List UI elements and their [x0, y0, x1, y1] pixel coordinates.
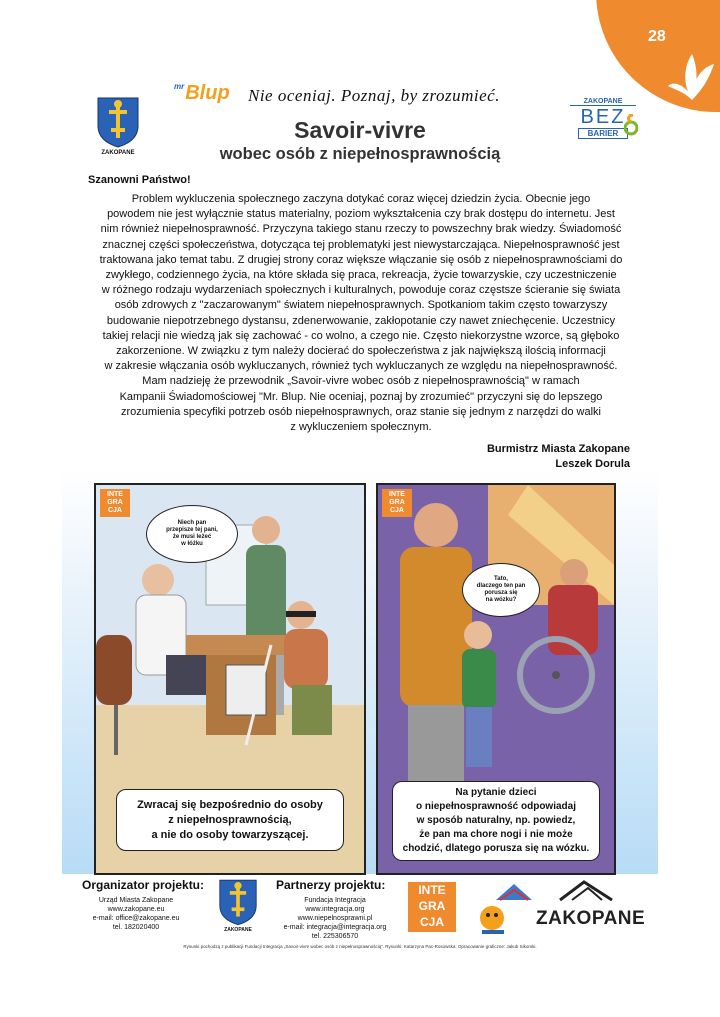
integracja-badge — [100, 489, 130, 517]
organizer-line: e-mail: office@zakopane.eu — [92, 915, 180, 922]
caption-line: chodzić, dlatego porusza się na wózku. — [402, 843, 590, 854]
caption-line: o niepełnosprawność odpowiadaj — [415, 801, 576, 812]
letter-greeting: Szanowni Państwo! — [88, 174, 191, 186]
partners-title: Partnerzy projektu: — [276, 878, 386, 892]
bubble-line: dlaczego ten pan — [476, 583, 526, 589]
bez-line1: ZAKOPANE — [570, 98, 636, 106]
partners-line: e-mail: integracja@integracja.org — [283, 924, 387, 931]
comic-panel-child — [376, 483, 616, 875]
integracja-logo-line: GRA — [418, 899, 446, 913]
letter-line: znacznej części społeczeństwa, dotycząca tej problematyki jest niewystarczająca. Niepełnosprawność jest — [102, 238, 620, 251]
bubble-line: porusza się — [484, 590, 518, 596]
caption-right — [392, 781, 600, 861]
integracja-badge — [382, 489, 412, 517]
organizer-line: tel. 182020400 — [112, 924, 160, 931]
letter-line: takiej relacji nie wiedzą jak się zachować - co wolno, a czego nie. Często niekorzystne wzorce, są głęboko — [102, 329, 620, 342]
letter-line: Problem wykluczenia społecznego zaczyna dotykać coraz więcej dziedzin życia. Obecnie jego — [131, 193, 591, 205]
speech-bubble-right — [462, 563, 540, 617]
letter-body — [76, 192, 646, 435]
footnote: Rysunki pochodzą z publikacji Fundacji Integracja „Savoir-vivre wobec osób z niepełnosprawnością". Rysunki: Katarzyna Pac-Rosowska; Opracowanie graficzne: Jakub Sikorski. — [183, 944, 537, 949]
brand-prefix: mr — [174, 82, 185, 91]
footer-crest-label: ZAKOPANE — [224, 927, 252, 933]
bez-line3: BARIER — [578, 128, 628, 139]
caption-line: w sposób naturalny, np. powiedz, — [416, 815, 576, 826]
leaf-icon — [664, 46, 720, 102]
organizer-title: Organizator projektu: — [82, 878, 205, 892]
integracja-logo-line: CJA — [419, 915, 444, 929]
mountain-logo-icon — [556, 878, 616, 904]
letter-line: powodem nie jest wyłącznie status materialny, poziom wykształcenia czy brak dostępu do internetu. Jest — [107, 208, 615, 221]
partners-line: tel. 225306570 — [311, 933, 359, 940]
badge-line: GRA — [389, 499, 405, 506]
organizer-line: Urząd Miasta Zakopane — [98, 897, 174, 904]
badge-line: GRA — [107, 499, 123, 506]
letter-line: z wykluczeniem społecznym. — [290, 421, 432, 434]
page-title: Savoir-vivre — [294, 117, 426, 143]
mr-blup-logo — [174, 82, 230, 105]
badge-line: CJA — [107, 507, 122, 514]
bubble-line: Tato, — [494, 576, 508, 582]
bubble-line: Niech pan — [177, 520, 207, 526]
caption-line: a nie do osoby towarzyszącej. — [151, 828, 309, 841]
brand-name: Blup — [185, 82, 230, 104]
comic-panel-doctor — [94, 483, 366, 875]
wheelchair-six-icon — [624, 114, 638, 136]
zakopane-wordmark: ZAKOPANE — [536, 908, 646, 929]
signature-role: Burmistrz Miasta Zakopane — [486, 443, 630, 455]
partners-line: www.integracja.org — [305, 906, 365, 913]
letter-signature — [420, 442, 630, 472]
letter-line: Mam nadzieję że przewodnik „Savoir-vivre wobec osób z niepełnosprawnością" w ramach — [142, 375, 580, 388]
letter-line: Kampanii Świadomościowej "Mr. Blup. Nie oceniaj, poznaj by zrozumieć" przyczyni się do lepszego — [119, 390, 603, 403]
integracja-logo — [408, 882, 456, 932]
page-subtitle: wobec osób z niepełnosprawnością — [219, 145, 501, 163]
letter-line: zwykłego, codziennego życia, na które składa się praca, rekreacja, życie towarzyskie, czy uczestniczenie — [105, 269, 617, 282]
caption-line: z niepełnosprawnością, — [168, 813, 292, 826]
letter-line: traktowana jako temat tabu. Z drugiej strony coraz większe włączanie się osób z niepełnosprawnościami do — [99, 253, 623, 266]
page-corner — [596, 0, 720, 112]
campaign-slogan: Nie oceniaj. Poznaj, by zrozumieć. — [248, 86, 500, 105]
page-number: 28 — [648, 28, 666, 45]
letter-line: zakorzenione. W związku z tym należy docierać do społeczeństwa z jak największą ilością informacji — [116, 345, 606, 358]
organizer-line: www.zakopane.eu — [107, 906, 165, 913]
letter-line: zrozumienia specyfiki potrzeb osób niepełnosprawnych, oraz stanie się jednym z narzędzi do walki — [121, 405, 601, 418]
bubble-line: na wózku? — [485, 597, 517, 603]
caption-line: że pan ma chore nogi i nie może — [419, 829, 573, 840]
zakopane-bez-barier-logo — [570, 98, 636, 154]
organizer-info — [76, 896, 196, 932]
signature-name: Leszek Dorula — [555, 458, 630, 470]
caption-line: Na pytanie dzieci — [455, 787, 537, 798]
bubble-line: w łóżku — [181, 541, 203, 547]
letter-line: w zakresie włączania osób wykluczanych, również tych wykluczanych ze względu na niepełnosprawność. — [104, 360, 618, 373]
speech-bubble-left — [146, 505, 238, 563]
badge-line: INTE — [107, 491, 123, 498]
letter-line: nim również niepełnosprawność. Przyczyna takiego stanu rzeczy to powszechny brak wiedzy. Świadomość — [100, 223, 622, 236]
partners-info — [270, 896, 400, 941]
bubble-line: przepisze tej pani, — [166, 527, 218, 533]
partners-line: www.niepelnosprawni.pl — [297, 915, 373, 922]
integracja-logo-line: INTE — [418, 883, 446, 897]
badge-line: CJA — [389, 507, 404, 514]
letter-line: budowanie niepotrzebnego dystansu, zdenerwowanie, zakłopotanie czy nawet zniechęcenie. Uczestnicy — [106, 314, 616, 327]
letter-line: osób zdrowych z "zaczarowanym" światem niepełnosprawnych. Spotkaniom takim często towarzyszy — [114, 299, 608, 312]
zakopane-crest-icon — [96, 96, 140, 148]
partners-line: Fundacja Integracja — [304, 897, 366, 904]
bez-line2: BEZ — [580, 106, 626, 128]
badge-line: INTE — [389, 491, 405, 498]
caption-line: Zwracaj się bezpośrednio do osoby — [137, 798, 323, 811]
crest-label: ZAKOPANE — [101, 150, 135, 156]
caption-left — [116, 789, 344, 851]
letter-line: w różnego rodzaju wydarzeniach społecznych i kulturalnych, powoduje coraz częstsze ścieranie się świata — [101, 284, 621, 297]
bubble-line: że musi leżeć — [172, 534, 212, 540]
footer-crest-icon — [218, 878, 258, 926]
